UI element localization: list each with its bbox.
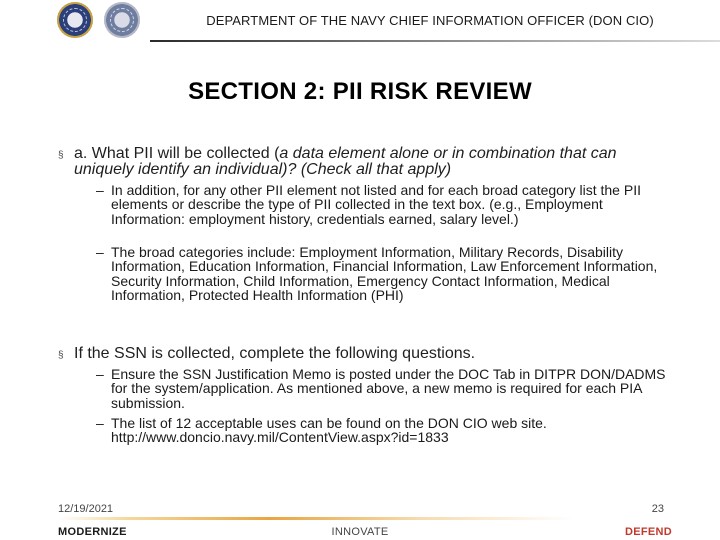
header-divider (150, 40, 720, 42)
sub-bullet-ssn-memo (96, 367, 666, 410)
sub-bullet-acceptable-uses (96, 416, 666, 445)
footer-accent-bar (58, 517, 720, 520)
bullet-ssn-collected (58, 346, 678, 362)
sub-bullet-text: The broad categories include: Employment Information, Military Records, Disability Information, Education Information, Financial Information, Law Enforcement Information, Security Information, Child Information, Emergency Contact Information, Medical Information, Protected Health Information (PHI) (111, 244, 658, 304)
page-number: 23 (651, 503, 664, 515)
sub-bullet-text: The list of 12 acceptable uses can be found on the DON CIO web site. http://www.doncio.navy.mil/ContentView.aspx?id=1833 (111, 415, 547, 446)
footer-word-modernize: MODERNIZE (58, 526, 127, 538)
dash-marker: – (96, 244, 104, 260)
sub-bullet-text: In addition, for any other PII element not listed and for each broad category list the PII elements or describe the type of PII collected in the text box. (e.g., Employment Information: employment history, credentials earned, salary level.) (111, 182, 641, 227)
bullet-pii-collected (58, 146, 678, 178)
bullet-text-italic: a data element alone or in combination that can uniquely identify an individual)? (Check all that apply) (74, 145, 617, 178)
dash-marker: – (96, 366, 104, 382)
dash-marker: – (96, 182, 104, 198)
sub-bullet-text: Ensure the SSN Justification Memo is posted under the DOC Tab in DITPR DON/DADMS for the system/application. As mentioned above, a new memo is required for each PIA submission. (111, 366, 666, 411)
header-title: DEPARTMENT OF THE NAVY CHIEF INFORMATION OFFICER (DON CIO) (206, 13, 654, 28)
slide-title: SECTION 2: PII RISK REVIEW (188, 78, 532, 105)
slide-header (0, 0, 720, 46)
dash-marker: – (96, 415, 104, 431)
navy-seal-icon (57, 2, 93, 38)
sub-bullet-list-elements (96, 183, 666, 226)
footer-date: 12/19/2021 (58, 503, 114, 515)
footer-word-innovate: INNOVATE (331, 526, 389, 538)
footer-word-defend: DEFEND (624, 526, 672, 538)
sub-bullet-broad-categories (96, 245, 666, 303)
bullet-marker-icon: § (58, 350, 64, 361)
bullet-text: a. What PII will be collected ( (74, 145, 280, 162)
bullet-marker-icon: § (58, 150, 64, 161)
don-cio-seal-icon (104, 2, 140, 38)
bullet-text: If the SSN is collected, complete the following questions. (74, 345, 476, 362)
